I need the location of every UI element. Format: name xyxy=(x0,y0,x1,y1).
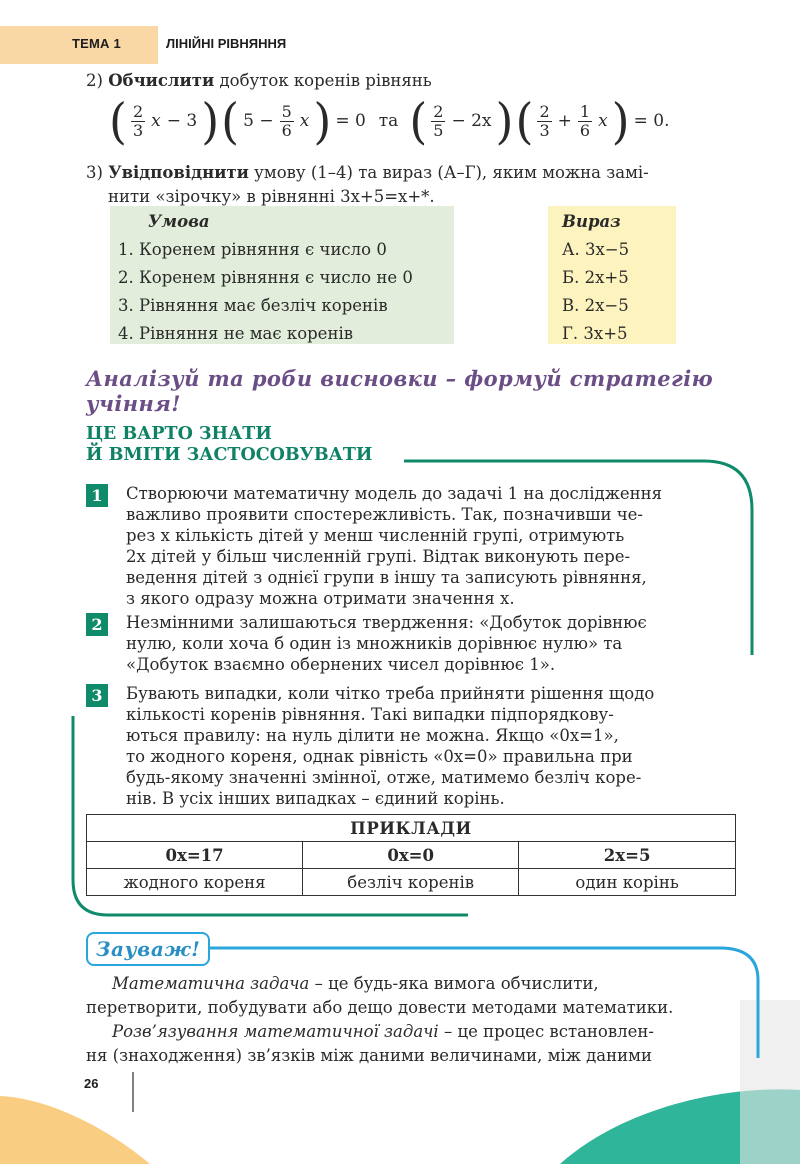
header-topic: ТЕМА 1 xyxy=(72,36,121,51)
expression-header: Вираз xyxy=(562,212,621,231)
worth-heading-line2: Й ВМІТИ ЗАСТОСОВУВАТИ xyxy=(86,445,373,465)
page-number: 26 xyxy=(84,1076,99,1091)
expression-item: Г. 3x+5 xyxy=(562,324,628,343)
expression-item: В. 2x−5 xyxy=(562,296,629,315)
condition-item: 1. Коренем рівняння є число 0 xyxy=(118,240,387,259)
note-paragraph-2: Розв’язування математичної задачі – це процес встановлен- ня (знаходження) зв’язків між даними величинами, між даними xyxy=(86,1022,654,1065)
condition-header: Умова xyxy=(148,212,210,231)
note-paragraph-1: Математична задача – це будь-яка вимога обчислити, перетворити, побудувати або дещо довести методами математики. xyxy=(86,974,674,1017)
example-result: жодного кореня xyxy=(87,869,303,896)
bottom-right-gray-band xyxy=(740,1000,800,1164)
fraction: $\frac{2}{5}$ xyxy=(433,101,444,140)
task2-number: 2) xyxy=(86,71,103,90)
note-title: Зауваж! xyxy=(96,937,201,961)
point-1-text: Створюючи математичну модель до задачі 1 на дослідження важливо проявити спостережливість. Так, позначивши че- рез x кількість дітей у менш численній групі, отримують 2x дітей у більш численній групі. Відтак виконують пере- ведення дітей з однієї групи в іншу та записують рівняння, з якого одразу можна отримати значення x. xyxy=(126,484,663,608)
analysis-heading: Аналізуй та роби висновки – формуй стратегію учіння! xyxy=(86,366,714,416)
fraction: $\frac{1}{6}$ xyxy=(579,101,591,140)
example-result: один корінь xyxy=(519,869,736,896)
fraction: $\frac{2}{3}$ xyxy=(132,101,144,140)
point-number-badge: 2 xyxy=(86,613,108,636)
point-2-text: Незмінними залишаються твердження: «Добуток дорівнює нулю, коли хоча б один із множників дорівнює нулю» та «Добуток взаємно обернених чисел дорівнює 1». xyxy=(126,613,647,674)
examples-title: ПРИКЛАДИ xyxy=(87,815,736,842)
condition-item: 4. Рівняння не має коренів xyxy=(118,324,354,343)
fraction: $\frac{5}{6}$ xyxy=(281,101,292,140)
fraction: $\frac{2}{3}$ xyxy=(539,101,550,140)
example-equation: 2x=5 xyxy=(519,842,736,869)
point-3-text: Бувають випадки, коли чітко треба прийняти рішення щодо кількості коренів рівняння. Такі випадки підпорядкову- ються правилу: на нуль ділити не можна. Якщо «0x=1», то жодного кореня, однак рівність «0x=0» правильна при будь-якому значенні змінної, отже, матимемо безліч коре- нів. В усіх інших випадках – єдиний корінь. xyxy=(126,684,655,808)
task2-formula: ( $\frac{2}{3}$ x − 3 ) ( 5 − $\frac{5}{6}$ x ) = 0 та ( $\frac{2}{5}$ − 2x ) ( $\frac{2}{3}$ + $\frac{1}{6}$ x ) = 0. xyxy=(109,92,670,150)
example-result: безліч коренів xyxy=(303,869,519,896)
task2-text: добуток коренів рівнянь xyxy=(219,71,432,90)
task2-bold: Обчислити xyxy=(108,71,215,90)
task2-and: та xyxy=(378,111,399,131)
point-number-badge: 3 xyxy=(86,684,108,707)
condition-item: 2. Коренем рівняння є число не 0 xyxy=(118,268,413,287)
example-equation: 0x=0 xyxy=(303,842,519,869)
expression-item: А. 3x−5 xyxy=(562,240,630,259)
header-title: ЛІНІЙНІ РІВНЯННЯ xyxy=(166,36,287,51)
task3-line1: 3) Увідповіднити умову (1–4) та вираз (А–Г), яким можна замі- xyxy=(86,163,649,182)
example-equation: 0x=17 xyxy=(87,842,303,869)
bottom-left-orange-shape xyxy=(0,1096,150,1164)
worth-heading-line1: ЦЕ ВАРТО ЗНАТИ xyxy=(86,424,272,444)
condition-item: 3. Рівняння має безліч коренів xyxy=(118,296,388,315)
point-number-badge: 1 xyxy=(86,484,108,507)
task3-line2: нити «зірочку» в рівнянні 3x+5=x+*. xyxy=(108,187,435,206)
task2-heading xyxy=(86,68,432,94)
expression-item: Б. 2x+5 xyxy=(562,268,629,287)
examples-table xyxy=(86,814,736,896)
